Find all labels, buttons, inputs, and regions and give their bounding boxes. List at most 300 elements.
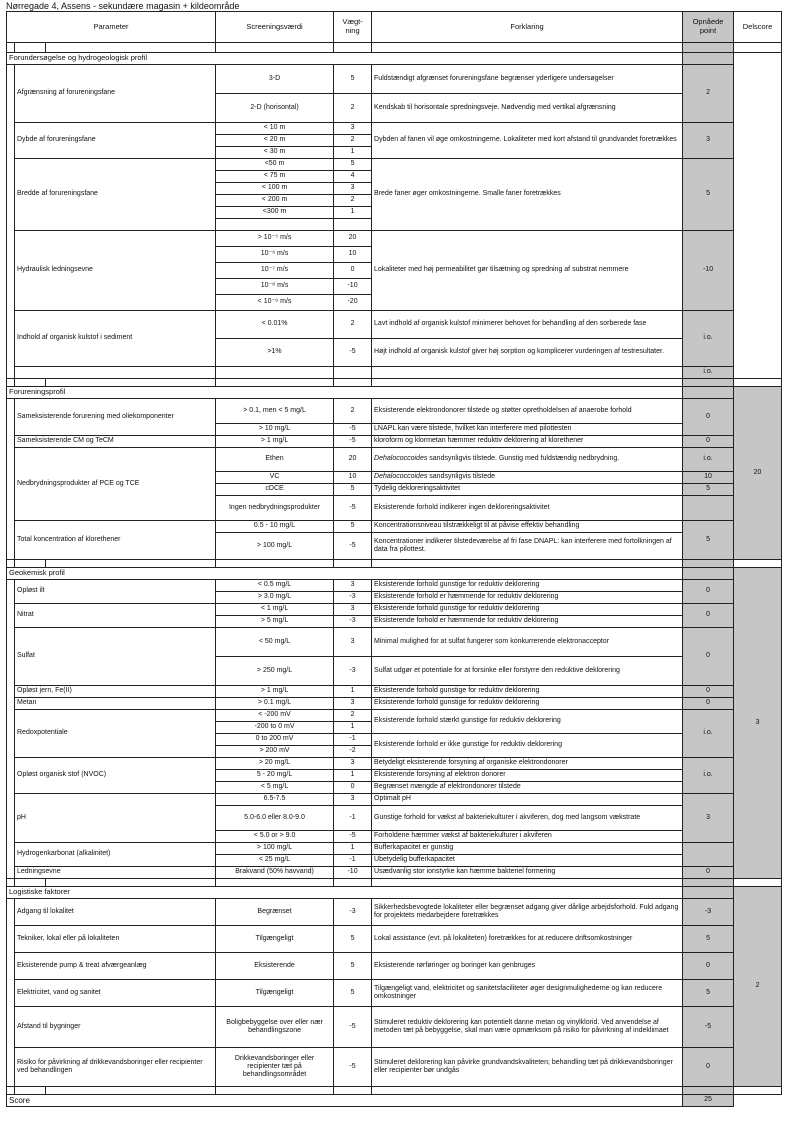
table-row xyxy=(7,867,782,879)
weight-value: 5 xyxy=(334,65,372,94)
explanation-cell xyxy=(372,867,683,879)
explanation-cell xyxy=(372,980,683,1007)
section-indent xyxy=(7,899,15,1087)
explanation-cell xyxy=(372,399,683,424)
points-cell xyxy=(683,472,734,484)
screening-value: > 3.0 mg/L xyxy=(216,592,334,604)
points-cell xyxy=(683,496,734,521)
spacer-cell xyxy=(334,43,372,53)
table-row xyxy=(7,521,782,533)
spacer-cell xyxy=(334,1087,372,1095)
spacer-cell xyxy=(7,1087,15,1095)
section-indent xyxy=(7,580,15,879)
explanation-cell xyxy=(372,926,683,953)
table-row xyxy=(7,843,782,855)
parameter-name: Hydraulisk ledningsevne xyxy=(15,231,216,311)
points-value: i.o. xyxy=(703,729,713,737)
spacer-cell xyxy=(7,43,15,53)
explanation-text: Kendskab til horisontale spredningsveje. Nødvendig med vertikal afgrænsning xyxy=(374,103,616,111)
points-value: 3 xyxy=(706,136,710,144)
weight-value: 1 xyxy=(334,147,372,159)
table-row xyxy=(7,123,782,135)
points-value: -3 xyxy=(704,907,712,915)
explanation-text: Lokaliteter med høj permeabilitet gør tilsætning og spredning af substrat nemmere xyxy=(374,266,629,274)
screening-value: < 0.01% xyxy=(216,311,334,339)
weight-value: 2 xyxy=(334,710,372,722)
weight-value: -1 xyxy=(334,806,372,831)
parameter-name: Bredde af forureningsfane xyxy=(15,159,216,231)
section-subscore xyxy=(734,568,782,879)
section-title: Forureningsprofil xyxy=(7,387,683,399)
spacer-cell xyxy=(734,1087,782,1095)
explanation-text: Brede faner øger omkostningerne. Smalle faner foretrækkes xyxy=(374,190,561,198)
explanation-cell xyxy=(372,592,683,604)
weight-value: 10 xyxy=(334,472,372,484)
points-cell xyxy=(683,399,734,436)
points-value: -5 xyxy=(704,1022,712,1030)
section-subscore xyxy=(734,53,782,379)
points-value: 0 xyxy=(706,587,710,595)
points-cell xyxy=(683,843,734,867)
points-value: i.o. xyxy=(703,455,713,463)
explanation-cell xyxy=(372,472,683,484)
weight-value: -3 xyxy=(334,616,372,628)
points-value: 0 xyxy=(706,868,710,876)
explanation-text: Eksisterende forhold gunstige for reduktiv deklorering xyxy=(374,581,540,589)
points-value: 0 xyxy=(706,611,710,619)
points-value: 2 xyxy=(706,89,710,97)
spacer-row xyxy=(7,560,782,568)
weight-value: -5 xyxy=(334,831,372,843)
explanation-cell xyxy=(372,899,683,926)
spacer-cell xyxy=(372,560,683,568)
points-value: i.o. xyxy=(703,368,713,376)
explanation-text: Sulfat udgør et potentiale for at forsinke eller forstyrre den reduktive deklorering xyxy=(374,666,620,674)
weight-value: -5 xyxy=(334,533,372,560)
explanation-text: Eksisterende forsyning af elektron donorer xyxy=(374,771,506,779)
parameter-name: Opløst jern, Fe(II) xyxy=(15,686,216,698)
explanation-cell xyxy=(372,159,683,231)
screening-value: < 100 m xyxy=(216,183,334,195)
points-cell xyxy=(683,1007,734,1048)
explanation-cell xyxy=(372,843,683,855)
explanation-text: Lokal assistance (evt. på lokaliteten) foretrækkes for at reducere driftsomkostninger xyxy=(374,934,633,942)
spacer-cell xyxy=(216,43,334,53)
points-cell xyxy=(683,698,734,710)
weight-value: 3 xyxy=(334,698,372,710)
explanation-cell xyxy=(372,367,683,379)
spacer-cell xyxy=(216,379,334,387)
points-value: 5 xyxy=(706,190,710,198)
score-label: Score xyxy=(7,1095,683,1107)
explanation-text: Eksisterende forhold indikerer ingen dekloreringsaktivitet xyxy=(374,503,550,511)
explanation-cell xyxy=(372,436,683,448)
screening-value: > 10⁻⁵ m/s xyxy=(216,231,334,247)
spacer-cell xyxy=(683,879,734,887)
screening-value: > 200 mV xyxy=(216,746,334,758)
points-cell xyxy=(683,926,734,953)
explanation-text: Eksisterende forhold gunstige for reduktiv deklorering xyxy=(374,687,540,695)
explanation-text: Usædvanlig stor ionstyrke kan hæmme bakteriel formering xyxy=(374,868,556,876)
explanation-cell xyxy=(372,734,683,758)
screening-value: > 20 mg/L xyxy=(216,758,334,770)
weight-value: 0 xyxy=(334,782,372,794)
points-value: 10 xyxy=(704,473,712,481)
screening-value: > 10 mg/L xyxy=(216,424,334,436)
spacer-cell xyxy=(46,43,216,53)
parameter-name: Indhold af organisk kulstof i sediment xyxy=(15,311,216,367)
points-cell xyxy=(683,311,734,367)
points-cell xyxy=(683,899,734,926)
screening-value: 2-D (horisontal) xyxy=(216,94,334,123)
table-row xyxy=(7,159,782,171)
spacer-row xyxy=(7,1087,782,1095)
explanation-text: Stimuleret reduktiv deklorering kan potentielt danne metan og vinylklorid. Ved anvendelse af metoden tæt på bebyggelse, skal man være opmærksom på risiko for påvirkning af indeklimaet xyxy=(374,1018,669,1034)
parameter-name: Risiko for påvirkning af drikkevandsboringer eller recipienter ved behandlingen xyxy=(15,1048,216,1087)
subscore-value: 20 xyxy=(753,468,762,476)
weight-value: 10 xyxy=(334,247,372,263)
weight-value: 1 xyxy=(334,686,372,698)
spacer-cell xyxy=(216,560,334,568)
points-value: 0 xyxy=(706,412,710,420)
points-value: 5 xyxy=(706,485,710,493)
screening-value: Ingen nedbrydningsprodukter xyxy=(216,496,334,521)
points-value: 0 xyxy=(706,699,710,707)
screening-value: Tilgængeligt xyxy=(216,926,334,953)
parameter-name: Sameksisterende CM og TeCM xyxy=(15,436,216,448)
spacer-cell xyxy=(734,43,782,53)
points-cell xyxy=(683,231,734,311)
weight-value: -3 xyxy=(334,899,372,926)
spacer-cell xyxy=(683,43,734,53)
explanation-cell xyxy=(372,698,683,710)
spacer-cell xyxy=(7,560,15,568)
explanation-cell xyxy=(372,628,683,657)
weight-value: -2 xyxy=(334,746,372,758)
screening-value: < 30 m xyxy=(216,147,334,159)
screening-value: Drikkevandsboringer eller recipienter tæt på behandlingsområdet xyxy=(216,1048,334,1087)
screening-value: cDCE xyxy=(216,484,334,496)
parameter-name: Afstand til bygninger xyxy=(15,1007,216,1048)
screening-value: > 0.1 mg/L xyxy=(216,698,334,710)
weight-value: -5 xyxy=(334,424,372,436)
screening-value: 6.5-7.5 xyxy=(216,794,334,806)
screening-value: 3-D xyxy=(216,65,334,94)
screening-value: VC xyxy=(216,472,334,484)
screening-value: < 25 mg/L xyxy=(216,855,334,867)
table-row xyxy=(7,980,782,1007)
weight-value: -5 xyxy=(334,1048,372,1087)
parameter-name: Hydrogenkarbonat (alkalinitet) xyxy=(15,843,216,867)
weight-value: -3 xyxy=(334,592,372,604)
points-cell xyxy=(683,484,734,496)
explanation-text: Stimuleret deklorering kan påvirke grundvandskvaliteten; behandling tæt på drikkevandsboringer eller recipienter bør undgås xyxy=(374,1058,673,1074)
weight-value: -5 xyxy=(334,339,372,367)
explanation-cell xyxy=(372,424,683,436)
explanation-cell xyxy=(372,855,683,867)
points-cell xyxy=(683,1048,734,1087)
explanation-cell xyxy=(372,1007,683,1048)
explanation-cell xyxy=(372,496,683,521)
spacer-cell xyxy=(15,43,46,53)
subscore-value: 2 xyxy=(755,982,760,990)
weight-value: 1 xyxy=(334,207,372,219)
section-indent xyxy=(7,65,15,379)
spacer-cell xyxy=(15,879,46,887)
points-value: 5 xyxy=(706,535,710,543)
explanation-text: Eksisterende elektrondonorer tilstede og støtter opretholdelsen af anaerobe forhold xyxy=(374,406,632,414)
points-value: 0 xyxy=(706,961,710,969)
section-points-cell xyxy=(683,53,734,65)
screening-value: > 1 mg/L xyxy=(216,436,334,448)
table-row xyxy=(7,311,782,339)
screening-value: > 100 mg/L xyxy=(216,533,334,560)
spacer-cell xyxy=(734,379,782,387)
spacer-row xyxy=(7,43,782,53)
section-row xyxy=(7,53,782,65)
weight-value: 3 xyxy=(334,604,372,616)
explanation-cell xyxy=(372,953,683,980)
weight-value: 2 xyxy=(334,94,372,123)
explanation-cell xyxy=(372,94,683,123)
explanation-cell xyxy=(372,831,683,843)
explanation-text: Eksisterende forhold er hæmmende for reduktiv deklorering xyxy=(374,593,559,601)
points-value: 0 xyxy=(706,652,710,660)
explanation-text: Eksisterende forhold gunstige for reduktiv deklorering xyxy=(374,699,540,707)
header-subscore: Delscore xyxy=(734,12,782,43)
screening-value: < 1 mg/L xyxy=(216,604,334,616)
screening-value: -200 to 0 mV xyxy=(216,722,334,734)
points-value: i.o. xyxy=(703,334,713,342)
explanation-text: Tydelig dekloreringsaktivitet xyxy=(374,485,461,493)
spacer-cell xyxy=(734,879,782,887)
weight-value: 2 xyxy=(334,311,372,339)
screening-value: < 10 m xyxy=(216,123,334,135)
weight-value: 3 xyxy=(334,794,372,806)
points-cell xyxy=(683,867,734,879)
table-row xyxy=(7,367,782,379)
weight-value: 1 xyxy=(334,770,372,782)
table-row xyxy=(7,604,782,616)
explanation-text: Eksisterende rørføringer og boringer kan genbruges xyxy=(374,961,536,969)
species-name: Dehalococcoides xyxy=(374,455,428,463)
points-cell xyxy=(683,521,734,560)
table-row xyxy=(7,231,782,247)
spacer-cell xyxy=(334,379,372,387)
screening-value: Eksisterende xyxy=(216,953,334,980)
weight-value: 2 xyxy=(334,399,372,424)
table-row xyxy=(7,710,782,722)
header-parameter: Parameter xyxy=(7,12,216,43)
parameter-name: Ledningsevne xyxy=(15,867,216,879)
section-points-cell xyxy=(683,568,734,580)
explanation-cell xyxy=(372,339,683,367)
explanation-text: Koncentrationer indikerer tilstedeværelse af fri fase DNAPL: kan interferere med fortolkningen af data fra pilottest. xyxy=(374,537,672,553)
explanation-cell xyxy=(372,806,683,831)
explanation-text: sandsynligvis tilstede xyxy=(427,473,496,481)
points-value: -10 xyxy=(702,266,714,274)
parameter-name: Afgrænsning af forureningsfane xyxy=(15,65,216,123)
parameter-name: Total koncentration af klorethener xyxy=(15,521,216,560)
weight-value: -1 xyxy=(334,734,372,746)
weight-value: -20 xyxy=(334,295,372,311)
explanation-cell xyxy=(372,311,683,339)
table-row xyxy=(7,758,782,770)
weight-value: -5 xyxy=(334,436,372,448)
screening-value: <300 m xyxy=(216,207,334,219)
weight-value: 5 xyxy=(334,159,372,171)
subscore-value: 3 xyxy=(755,718,760,726)
table-row xyxy=(7,399,782,424)
points-cell xyxy=(683,159,734,231)
screening-value xyxy=(216,219,334,231)
page-title: Nørregade 4, Assens - sekundære magasin + kildeområde xyxy=(6,1,240,11)
explanation-text: Begrænset mængde af elektrondonorer tilstede xyxy=(374,783,521,791)
parameter-name: Eksisterende pump & treat afværgeanlæg xyxy=(15,953,216,980)
explanation-cell xyxy=(372,686,683,698)
table-row xyxy=(7,953,782,980)
explanation-text: Optimalt pH xyxy=(374,795,411,803)
explanation-text: Eksisterende forhold stærkt gunstige for reduktiv deklorering xyxy=(374,717,561,725)
parameter-name: Dybde af forureningsfane xyxy=(15,123,216,159)
table-body xyxy=(7,43,782,1107)
parameter-name xyxy=(15,367,216,379)
screening-value: < 0.5 mg/L xyxy=(216,580,334,592)
screening-value: >1% xyxy=(216,339,334,367)
section-points-cell xyxy=(683,887,734,899)
screening-value: Ethen xyxy=(216,448,334,472)
points-value: 0 xyxy=(706,437,710,445)
spacer-cell xyxy=(46,560,216,568)
screening-value xyxy=(216,367,334,379)
screening-value: > 0.1, men < 5 mg/L xyxy=(216,399,334,424)
total-score: 25 xyxy=(683,1095,734,1107)
screening-value: 10⁻⁶ m/s xyxy=(216,247,334,263)
screening-value: < 200 m xyxy=(216,195,334,207)
spacer-cell xyxy=(372,379,683,387)
weight-value: -5 xyxy=(334,1007,372,1048)
weight-value: 1 xyxy=(334,843,372,855)
explanation-cell xyxy=(372,657,683,686)
spacer-cell xyxy=(683,379,734,387)
table-row xyxy=(7,436,782,448)
header-weight: Vægt-ning xyxy=(334,12,372,43)
table-row xyxy=(7,686,782,698)
screening-value: < -200 mV xyxy=(216,710,334,722)
parameter-name: Redoxpotentiale xyxy=(15,710,216,758)
weight-value: 5 xyxy=(334,926,372,953)
points-cell xyxy=(683,794,734,843)
screening-value: 0.5 - 10 mg/L xyxy=(216,521,334,533)
explanation-cell xyxy=(372,580,683,592)
species-name: Dehalococcoides xyxy=(374,473,428,481)
parameter-name: Nedbrydningsprodukter af PCE og TCE xyxy=(15,448,216,521)
screening-value: < 5.0 or > 9.0 xyxy=(216,831,334,843)
explanation-cell xyxy=(372,521,683,533)
parameter-name: Nitrat xyxy=(15,604,216,628)
weight-value: -3 xyxy=(334,657,372,686)
parameter-name: Metan xyxy=(15,698,216,710)
points-value: 0 xyxy=(706,687,710,695)
explanation-text: Gunstige forhold for vækst af bakteriekulturer i akviferen, dog med langsom vækstrate xyxy=(374,813,641,821)
points-cell xyxy=(683,758,734,794)
weight-value: 5 xyxy=(334,953,372,980)
screening-value: > 5 mg/L xyxy=(216,616,334,628)
explanation-text: Dybden af fanen vil øge omkostningerne. Lokaliteter med kort afstand til grundvandet foretrækkes xyxy=(374,136,677,144)
screening-value: <50 m xyxy=(216,159,334,171)
spacer-row xyxy=(7,379,782,387)
weight-value: -10 xyxy=(334,279,372,295)
section-subscore xyxy=(734,387,782,560)
table-row xyxy=(7,65,782,94)
explanation-text: Bufferkapacitet er gunstig xyxy=(374,844,454,852)
screening-value: > 100 mg/L xyxy=(216,843,334,855)
explanation-text: LNAPL kan være tilstede, hvilket kan interferere med pilottesten xyxy=(374,425,572,433)
spacer-cell xyxy=(372,879,683,887)
explanation-cell xyxy=(372,123,683,159)
explanation-text: Tilgængeligt vand, elektricitet og sanitetsfaciliteter øger designmulighederne og kan reducere omkostninger xyxy=(374,984,663,1000)
spacer-cell xyxy=(46,379,216,387)
spacer-cell xyxy=(15,1087,46,1095)
section-row xyxy=(7,887,782,899)
explanation-cell xyxy=(372,616,683,628)
explanation-text: Eksisterende forhold er hæmmende for reduktiv deklorering xyxy=(374,617,559,625)
weight-value: 2 xyxy=(334,195,372,207)
spacer-cell xyxy=(15,560,46,568)
section-indent xyxy=(7,399,15,560)
table-row xyxy=(7,628,782,657)
parameter-name: Opløst organisk stof (NVOC) xyxy=(15,758,216,794)
table-row xyxy=(7,1007,782,1048)
screening-value: < 20 m xyxy=(216,135,334,147)
explanation-text: Koncentrationsniveau tilstrækkeligt til at påvise effektiv behandling xyxy=(374,522,580,530)
table-row xyxy=(7,698,782,710)
screening-value: > 1 mg/L xyxy=(216,686,334,698)
explanation-text: sandsynligvis tilstede. Gunstig med fuldstændig nedbrydning. xyxy=(427,455,620,463)
weight-value: 5 xyxy=(334,484,372,496)
section-row xyxy=(7,568,782,580)
explanation-cell xyxy=(372,448,683,472)
weight-value: 3 xyxy=(334,628,372,657)
weight-value: 1 xyxy=(334,722,372,734)
weight-value xyxy=(334,367,372,379)
table-row xyxy=(7,580,782,592)
points-value: i.o. xyxy=(703,771,713,779)
spacer-cell xyxy=(216,1087,334,1095)
header-points: Opnåede point xyxy=(683,12,734,43)
spacer-cell xyxy=(734,560,782,568)
screening-value: 0 to 200 mV xyxy=(216,734,334,746)
screening-table xyxy=(6,11,782,1107)
table-row xyxy=(7,794,782,806)
screening-value: Tilgængeligt xyxy=(216,980,334,1007)
spacer-cell xyxy=(334,879,372,887)
spacer-cell xyxy=(7,379,15,387)
weight-value: 2 xyxy=(334,135,372,147)
explanation-cell xyxy=(372,770,683,782)
explanation-text: Betydeligt eksisterende forsyning af organiske elektrondonorer xyxy=(374,759,568,767)
header-row xyxy=(7,12,782,43)
weight-value: 20 xyxy=(334,231,372,247)
weight-value: 3 xyxy=(334,580,372,592)
explanation-cell xyxy=(372,231,683,311)
spacer-cell xyxy=(372,43,683,53)
screening-value: Boligbebyggelse over eller nær behandlingszone xyxy=(216,1007,334,1048)
points-cell xyxy=(683,604,734,628)
parameter-name: Adgang til lokalitet xyxy=(15,899,216,926)
explanation-cell xyxy=(372,484,683,496)
weight-value: 4 xyxy=(334,171,372,183)
